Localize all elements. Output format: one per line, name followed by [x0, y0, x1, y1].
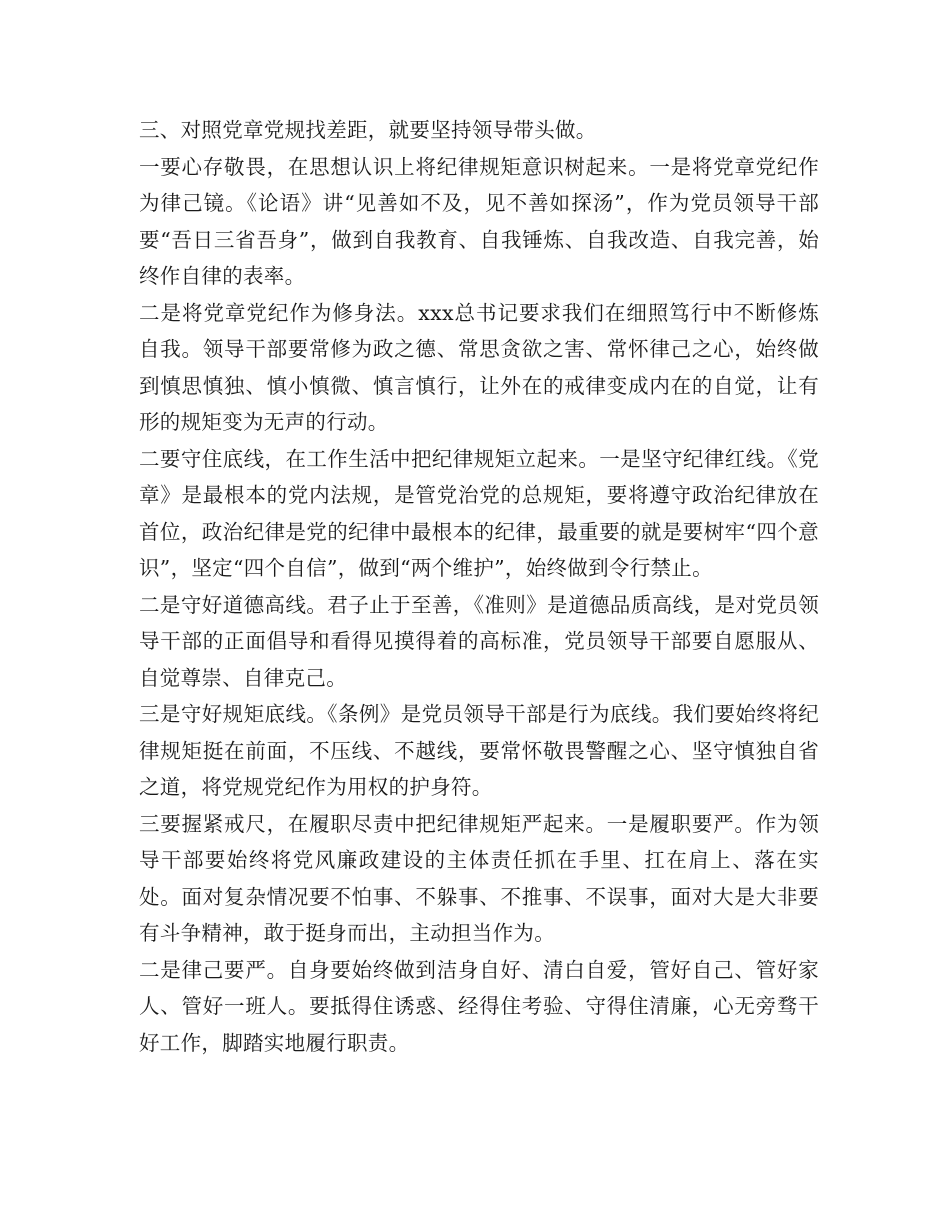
paragraph-6: 三要握紧戒尺，在履职尽责中把纪律规矩严起来。一是履职要严。作为领导干部要始终将党风廉政建设的主体责任抓在手里、扛在肩上、落在实处。面对复杂情况要不怕事、不躲事、不推事、不误事，面对大是大非要有斗争精神，敢于挺身而出，主动担当作为。: [139, 811, 819, 945]
paragraph-1: 一要心存敬畏，在思想认识上将纪律规矩意识树起来。一是将党章党纪作为律己镜。《论语》讲“见善如不及，见不善如探汤”，作为党员领导干部要“吾日三省吾身”，做到自我教育、自我锤炼、自我改造、自我完善，始终作自律的表率。: [139, 154, 819, 288]
paragraph-2: 二是将党章党纪作为修身法。xxx总书记要求我们在细照笃行中不断修炼自我。领导干部要常修为政之德、常思贪欲之害、常怀律己之心，始终做到慎思慎独、慎小慎微、慎言慎行，让外在的戒律变成内在的自觉，让有形的规矩变为无声的行动。: [139, 300, 819, 434]
paragraph-7: 二是律己要严。自身要始终做到洁身自好、清白自爱，管好自己、管好家人、管好一班人。要抵得住诱惑、经得住考验、守得住清廉，心无旁骛干好工作，脚踏实地履行职责。: [139, 957, 819, 1055]
document-body: [139, 112, 819, 1061]
paragraph-3: 二要守住底线，在工作生活中把纪律规矩立起来。一是坚守纪律红线。《党章》是最根本的党内法规，是管党治党的总规矩，要将遵守政治纪律放在首位，政治纪律是党的纪律中最根本的纪律，最重要的就是要树牢“四个意识”，坚定“四个自信”，做到“两个维护”，始终做到令行禁止。: [139, 446, 819, 580]
section-heading: 三、对照党章党规找差距，就要坚持领导带头做。: [139, 118, 597, 142]
paragraph-5: 三是守好规矩底线。《条例》是党员领导干部是行为底线。我们要始终将纪律规矩挺在前面，不压线、不越线，要常怀敬畏警醒之心、坚守慎独自省之道，将党规党纪作为用权的护身符。: [139, 702, 819, 799]
paragraph-4: 二是守好道德高线。君子止于至善，《准则》是道德品质高线，是对党员领导干部的正面倡导和看得见摸得着的高标准，党员领导干部要自愿服从、自觉尊崇、自律克己。: [139, 592, 819, 690]
